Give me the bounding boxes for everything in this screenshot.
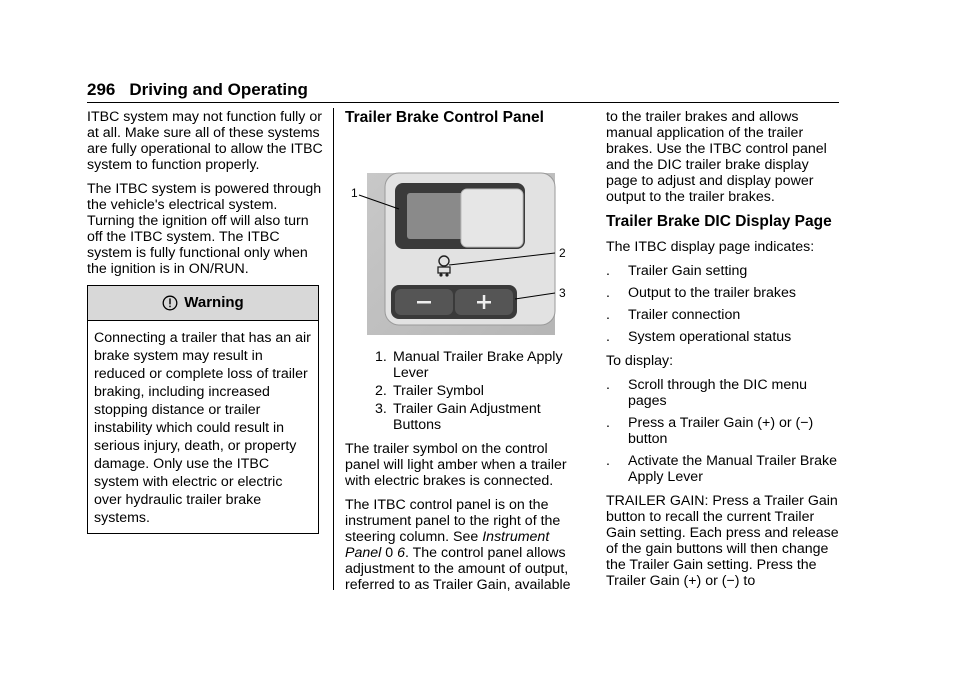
caption-list — [345, 349, 581, 433]
warning-icon — [162, 295, 178, 311]
column-3 — [606, 109, 842, 597]
list-item: 2. Trailer Symbol — [375, 383, 484, 399]
callout-1: 1 — [351, 186, 358, 200]
paragraph: To display: — [606, 353, 674, 369]
cross-reference-link[interactable]: Instrument Panel — [345, 529, 550, 561]
column-1 — [87, 109, 323, 534]
warning-box — [87, 285, 319, 534]
callout-3: 3 — [559, 286, 566, 300]
column-2 — [345, 109, 581, 601]
section-heading: Trailer Brake Control Panel — [345, 109, 544, 126]
control-panel-figure — [345, 139, 581, 335]
callout-2: 2 — [559, 246, 566, 260]
list-item: . Activate the Manual Trailer Brake Apply Lever — [606, 453, 837, 485]
header-rule — [87, 102, 839, 103]
paragraph: TRAILER GAIN: Press a Trailer Gain button to recall the current Trailer Gain setting. Each press and release of the gain buttons will then change the Trailer Gain setting. Press the Trailer Gain (+) or (−) to — [606, 493, 839, 589]
bullet-list — [606, 263, 842, 345]
paragraph: The ITBC display page indicates: — [606, 239, 815, 255]
minus-icon — [417, 301, 431, 304]
warning-text: Connecting a trailer that has an air brake system may result in reduced or complete loss of trailer braking, including increased stopping distance or trailer instability which could result in serious injury, death, or property damage. Only use the ITBC system with electric or electric over hydraulic trailer brake systems. — [94, 330, 311, 526]
list-item: . Press a Trailer Gain (+) or (−) button — [606, 415, 814, 447]
page-ref[interactable]: 6 — [397, 545, 405, 561]
bullet-list — [606, 377, 842, 485]
paragraph: to the trailer brakes and allows manual application of the trailer brakes. Use the ITBC control panel and the DIC trailer brake display page to adjust and display power output to the trailer brakes. — [606, 109, 827, 205]
list-item: . System operational status — [606, 329, 792, 345]
column-divider — [333, 108, 334, 590]
control-panel-illustration — [345, 139, 581, 335]
warning-header — [88, 286, 318, 321]
paragraph: ITBC system may not function fully or at all. Make sure all of these systems are fully operational to allow the ITBC system to function properly. — [87, 109, 323, 173]
list-item: . Scroll through the DIC menu pages — [606, 377, 808, 409]
paragraph: The ITBC system is powered through the vehicle's electrical system. Turning the ignition off will also turn off the ITBC system. The ITBC system is fully functional only when the ignition is in ON/RUN. — [87, 181, 322, 277]
list-item: . Trailer Gain setting — [606, 263, 748, 279]
warning-title: Warning — [184, 294, 244, 311]
section-title: Driving and Operating — [129, 80, 308, 99]
page-header — [87, 80, 839, 100]
paragraph: The ITBC control panel is on the instrument panel to the right of the steering column. See Instrument Panel 0 6. The control panel allows adjustment to the amount of output, referred to as Trailer Gain, available — [345, 497, 571, 593]
page-ref-arrow: 0 — [385, 545, 394, 561]
list-item: . Output to the trailer brakes — [606, 285, 796, 301]
page-number: 296 — [87, 80, 116, 99]
section-heading: Trailer Brake DIC Display Page — [606, 213, 832, 230]
list-item: 3. Trailer Gain Adjustment Buttons — [375, 401, 541, 433]
list-item: 1. Manual Trailer Brake Apply Lever — [375, 349, 563, 381]
list-item: . Trailer connection — [606, 307, 741, 323]
paragraph: The trailer symbol on the control panel will light amber when a trailer with electric brakes is connected. — [345, 441, 567, 489]
